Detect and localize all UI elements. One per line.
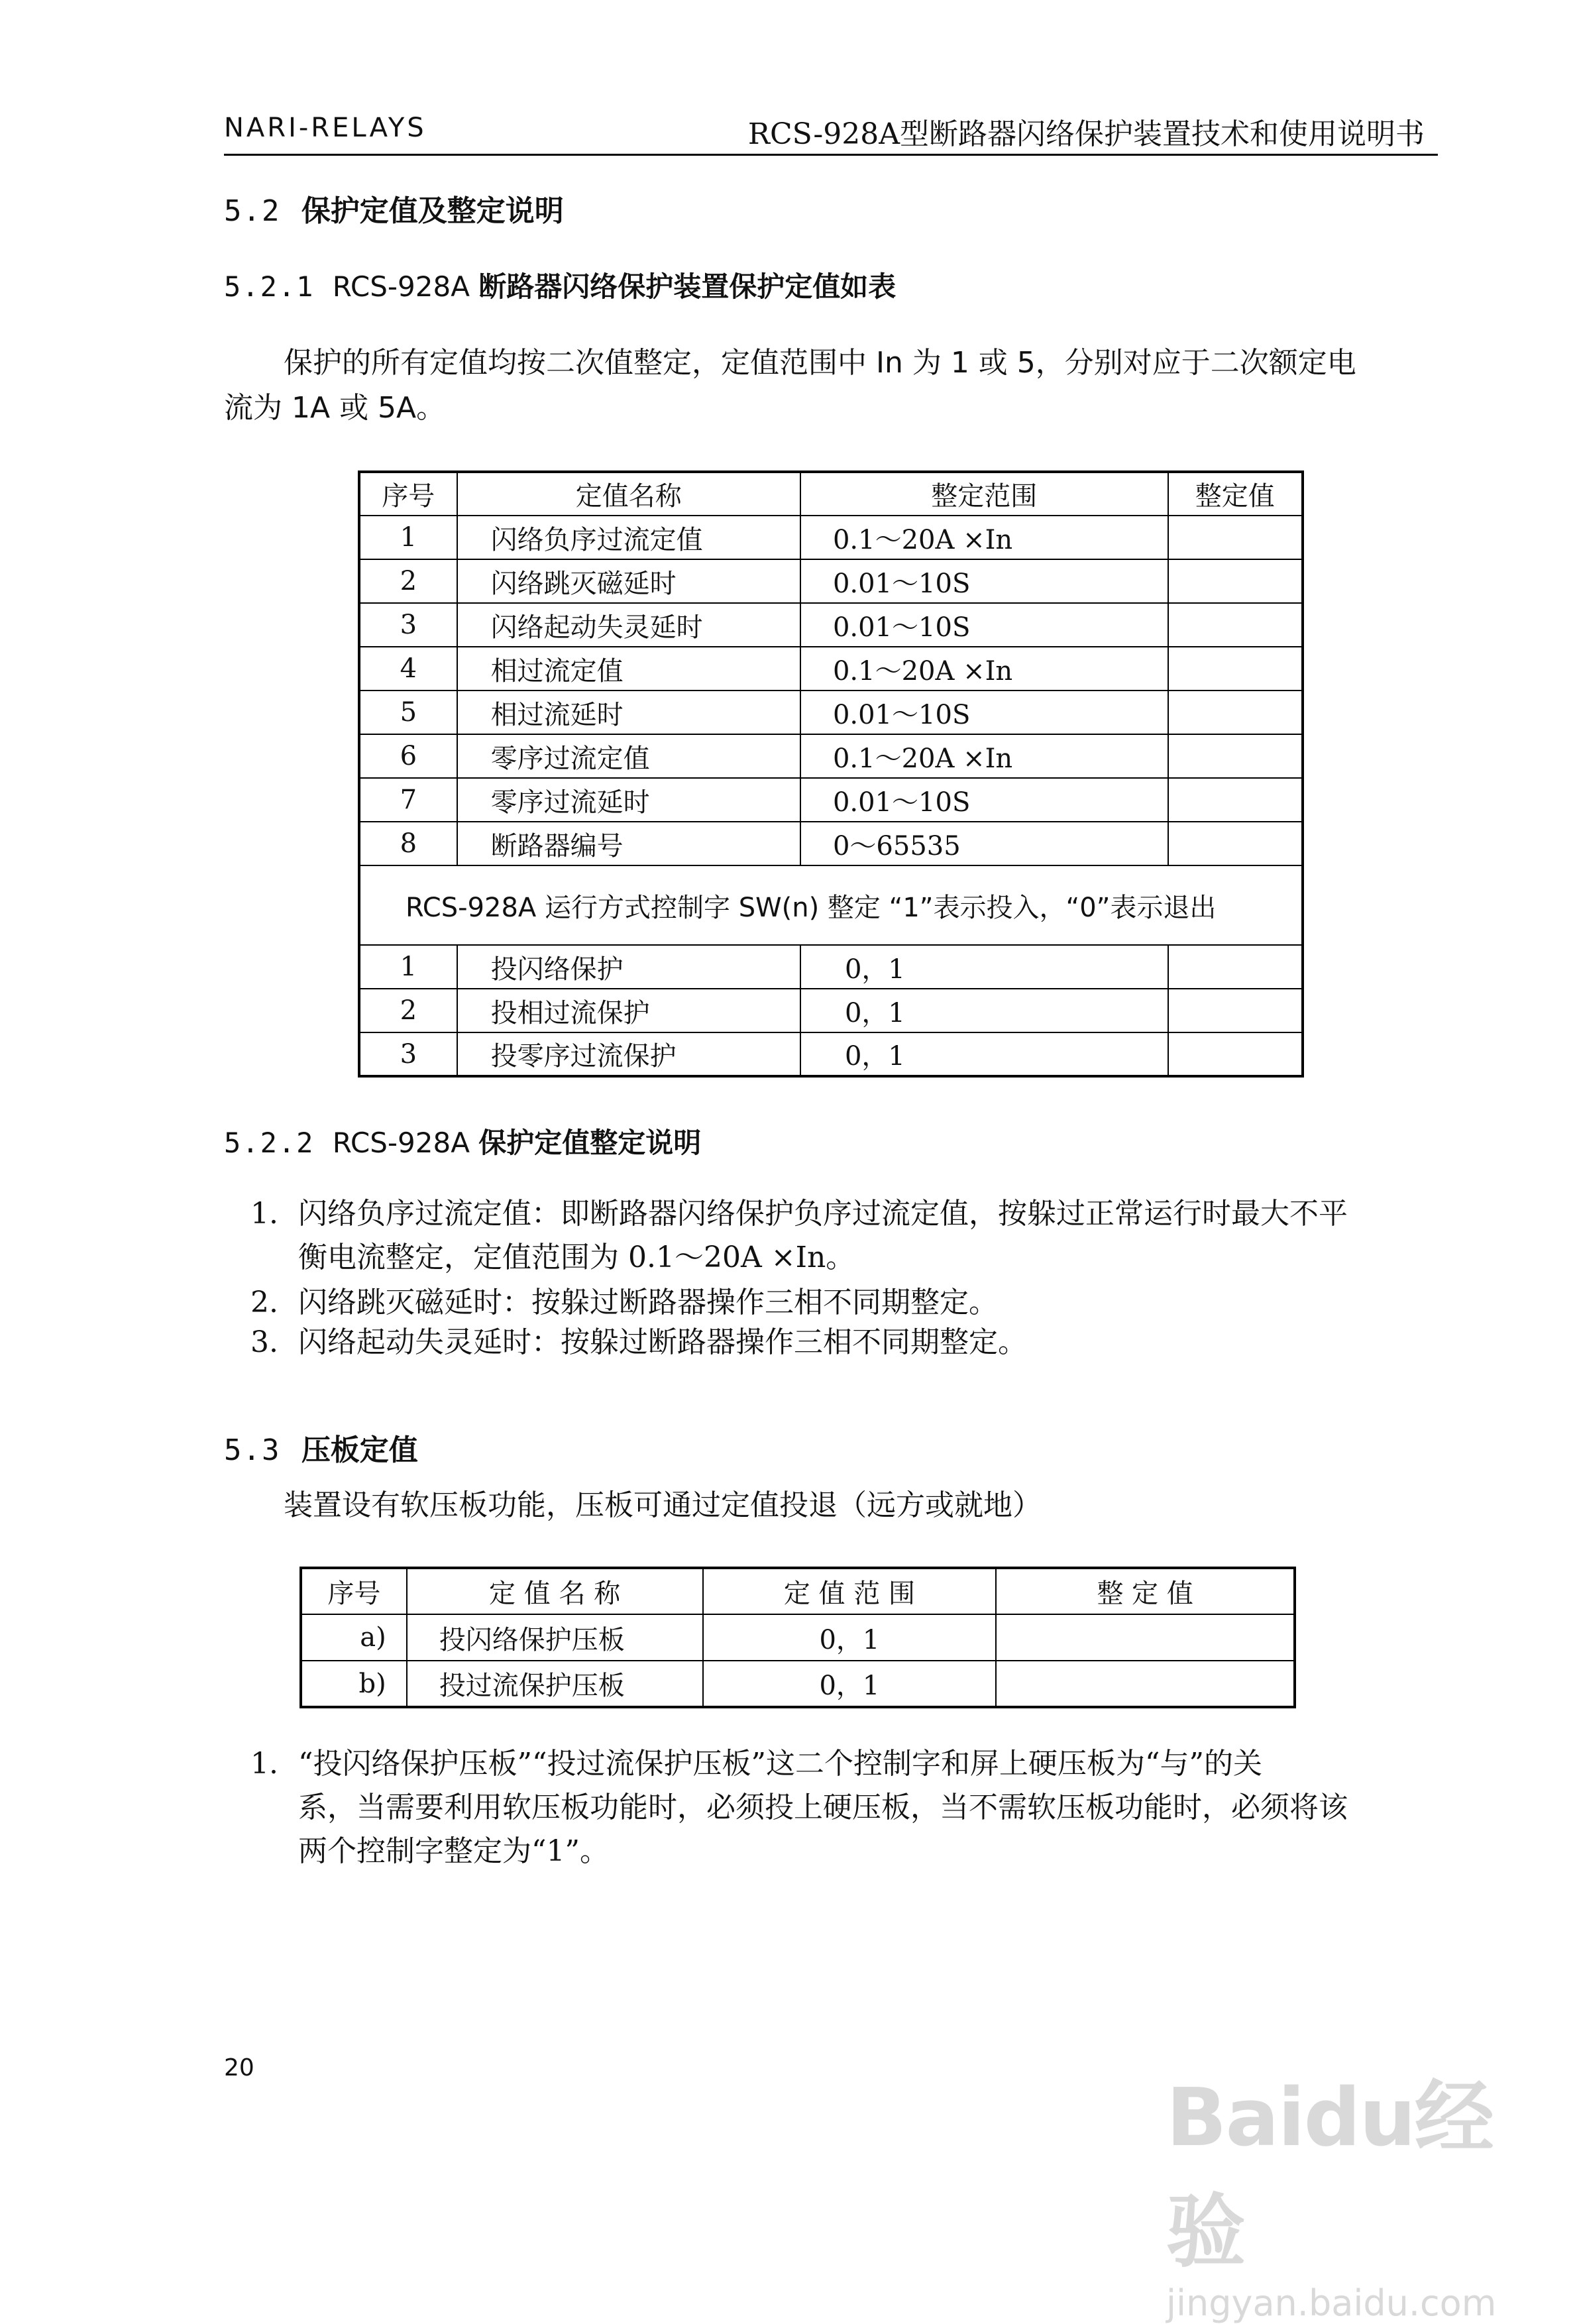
list-number: 1. (250, 1197, 278, 1231)
section-5-3-heading (224, 1426, 418, 1468)
row-index: 1 (359, 945, 457, 989)
header-cell: 整定范围 (800, 472, 1168, 516)
setting-range: 0，1 (703, 1661, 997, 1707)
setting-name: 投闪络保护压板 (407, 1614, 703, 1661)
table-row (301, 1661, 1295, 1707)
setting-value (996, 1661, 1295, 1707)
setting-name: 闪络负序过流定值 (457, 516, 800, 559)
control-word-description: RCS-928A 运行方式控制字 SW(n) 整定 “1”表示投入，“0”表示退出 (359, 865, 1303, 945)
pressure-plate-table (299, 1567, 1296, 1708)
setting-value (1168, 734, 1303, 778)
setting-name: 投过流保护压板 (407, 1661, 703, 1707)
row-index: 3 (359, 603, 457, 647)
table-row (301, 1614, 1295, 1661)
watermark (1166, 2054, 1537, 2324)
table-row (359, 559, 1303, 603)
setting-name: 投闪络保护 (457, 945, 800, 989)
setting-name: 投零序过流保护 (457, 1032, 800, 1076)
setting-name: 闪络起动失灵延时 (457, 603, 800, 647)
watermark-url: jingyan.baidu.com (1166, 2282, 1497, 2324)
list-text-line: 闪络跳灭磁延时：按躲过断路器操作三相不同期整定。 (298, 1286, 998, 1319)
list-text-line: 闪络起动失灵延时：按躲过断路器操作三相不同期整定。 (298, 1325, 1027, 1359)
intro-line-2: 流为 1A 或 5A。 (224, 391, 446, 425)
setting-name: 闪络跳灭磁延时 (457, 559, 800, 603)
table-header-row (359, 472, 1303, 516)
table-row (359, 734, 1303, 778)
header-brand: NARI-RELAYS (224, 113, 427, 143)
table-row (359, 691, 1303, 734)
setting-range: 0.1～20A ×In (800, 647, 1168, 691)
setting-range: 0，1 (800, 989, 1168, 1032)
setting-value (1168, 691, 1303, 734)
list-text-line: 闪络负序过流定值：即断路器闪络保护负序过流定值，按躲过正常运行时最大不平 (298, 1197, 1348, 1231)
list-number: 2. (250, 1286, 278, 1319)
watermark-logo: Baidu经验 (1166, 2072, 1493, 2278)
setting-value (996, 1614, 1295, 1661)
table-row (359, 603, 1303, 647)
setting-value (1168, 647, 1303, 691)
section-number: 5.3 (224, 1433, 281, 1467)
setting-name: 零序过流定值 (457, 734, 800, 778)
row-index: a) (301, 1614, 407, 1661)
setting-range: 0，1 (800, 1032, 1168, 1076)
setting-value (1168, 516, 1303, 559)
table-row (359, 778, 1303, 822)
setting-value (1168, 559, 1303, 603)
model-name: RCS-928A (332, 270, 470, 303)
intro-line-1: 保护的所有定值均按二次值整定，定值范围中 In 为 1 或 5，分别对应于二次额定电 (284, 346, 1356, 380)
row-index: 1 (359, 516, 457, 559)
model-name: RCS-928A (332, 1127, 470, 1159)
table-header-row (301, 1568, 1295, 1614)
control-word-row (359, 865, 1303, 945)
list-text-line: 两个控制字整定为“1”。 (298, 1834, 609, 1868)
settings-table (358, 470, 1304, 1078)
setting-range: 0.01～10S (800, 691, 1168, 734)
setting-name: 零序过流延时 (457, 778, 800, 822)
list-text-line: 系，当需要利用软压板功能时，必须投上硬压板，当不需软压板功能时，必须将该 (298, 1791, 1348, 1824)
setting-range: 0～65535 (800, 822, 1168, 865)
header-cell: 序号 (359, 472, 457, 516)
list-number: 1. (250, 1747, 278, 1781)
section-5-2-1-heading (224, 265, 896, 305)
setting-name: 相过流定值 (457, 647, 800, 691)
header-cell: 定值名称 (457, 472, 800, 516)
header-doc-title: RCS-928A型断路器闪络保护装置技术和使用说明书 (747, 117, 1425, 151)
setting-value (1168, 778, 1303, 822)
setting-name: 断路器编号 (457, 822, 800, 865)
setting-value (1168, 989, 1303, 1032)
section-5-3-intro: 装置设有软压板功能，压板可通过定值投退（远方或就地） (284, 1488, 1042, 1522)
table-row (359, 1032, 1303, 1076)
setting-value (1168, 1032, 1303, 1076)
header-cell: 序号 (301, 1568, 407, 1614)
setting-range: 0.1～20A ×In (800, 734, 1168, 778)
setting-range: 0.1～20A ×In (800, 516, 1168, 559)
table-row (359, 945, 1303, 989)
row-index: 8 (359, 822, 457, 865)
row-index: 4 (359, 647, 457, 691)
section-title: 保护定值整定说明 (478, 1127, 702, 1159)
section-title: 保护定值及整定说明 (301, 194, 564, 228)
list-text-line: “投闪络保护压板”“投过流保护压板”这二个控制字和屏上硬压板为“与”的关 (298, 1747, 1262, 1781)
list-text-line: 衡电流整定，定值范围为 0.1～20A ×In。 (298, 1241, 855, 1274)
header-cell: 定 值 范 围 (703, 1568, 997, 1614)
table-row (359, 647, 1303, 691)
row-index: b) (301, 1661, 407, 1707)
setting-range: 0.01～10S (800, 559, 1168, 603)
header-cell: 整定值 (1168, 472, 1303, 516)
table-row (359, 822, 1303, 865)
section-5-2-heading (224, 187, 564, 229)
row-index: 5 (359, 691, 457, 734)
setting-name: 相过流延时 (457, 691, 800, 734)
header-cell: 定 值 名 称 (407, 1568, 703, 1614)
header-cell: 整 定 值 (996, 1568, 1295, 1614)
table-row (359, 516, 1303, 559)
section-number: 5.2 (224, 194, 281, 228)
setting-range: 0，1 (703, 1614, 997, 1661)
setting-range: 0.01～10S (800, 603, 1168, 647)
section-5-2-2-heading (224, 1121, 701, 1161)
section-title: 压板定值 (301, 1433, 418, 1467)
row-index: 6 (359, 734, 457, 778)
setting-value (1168, 945, 1303, 989)
section-title: 断路器闪络保护装置保护定值如表 (478, 270, 897, 303)
table-row (359, 989, 1303, 1032)
row-index: 3 (359, 1032, 457, 1076)
row-index: 2 (359, 559, 457, 603)
row-index: 2 (359, 989, 457, 1032)
header-rule (224, 154, 1438, 156)
list-number: 3. (250, 1325, 278, 1359)
setting-range: 0.01～10S (800, 778, 1168, 822)
setting-range: 0，1 (800, 945, 1168, 989)
page-number: 20 (224, 2054, 254, 2081)
section-number: 5.2.2 (224, 1127, 315, 1159)
row-index: 7 (359, 778, 457, 822)
setting-name: 投相过流保护 (457, 989, 800, 1032)
setting-value (1168, 603, 1303, 647)
setting-value (1168, 822, 1303, 865)
section-number: 5.2.1 (224, 270, 315, 303)
